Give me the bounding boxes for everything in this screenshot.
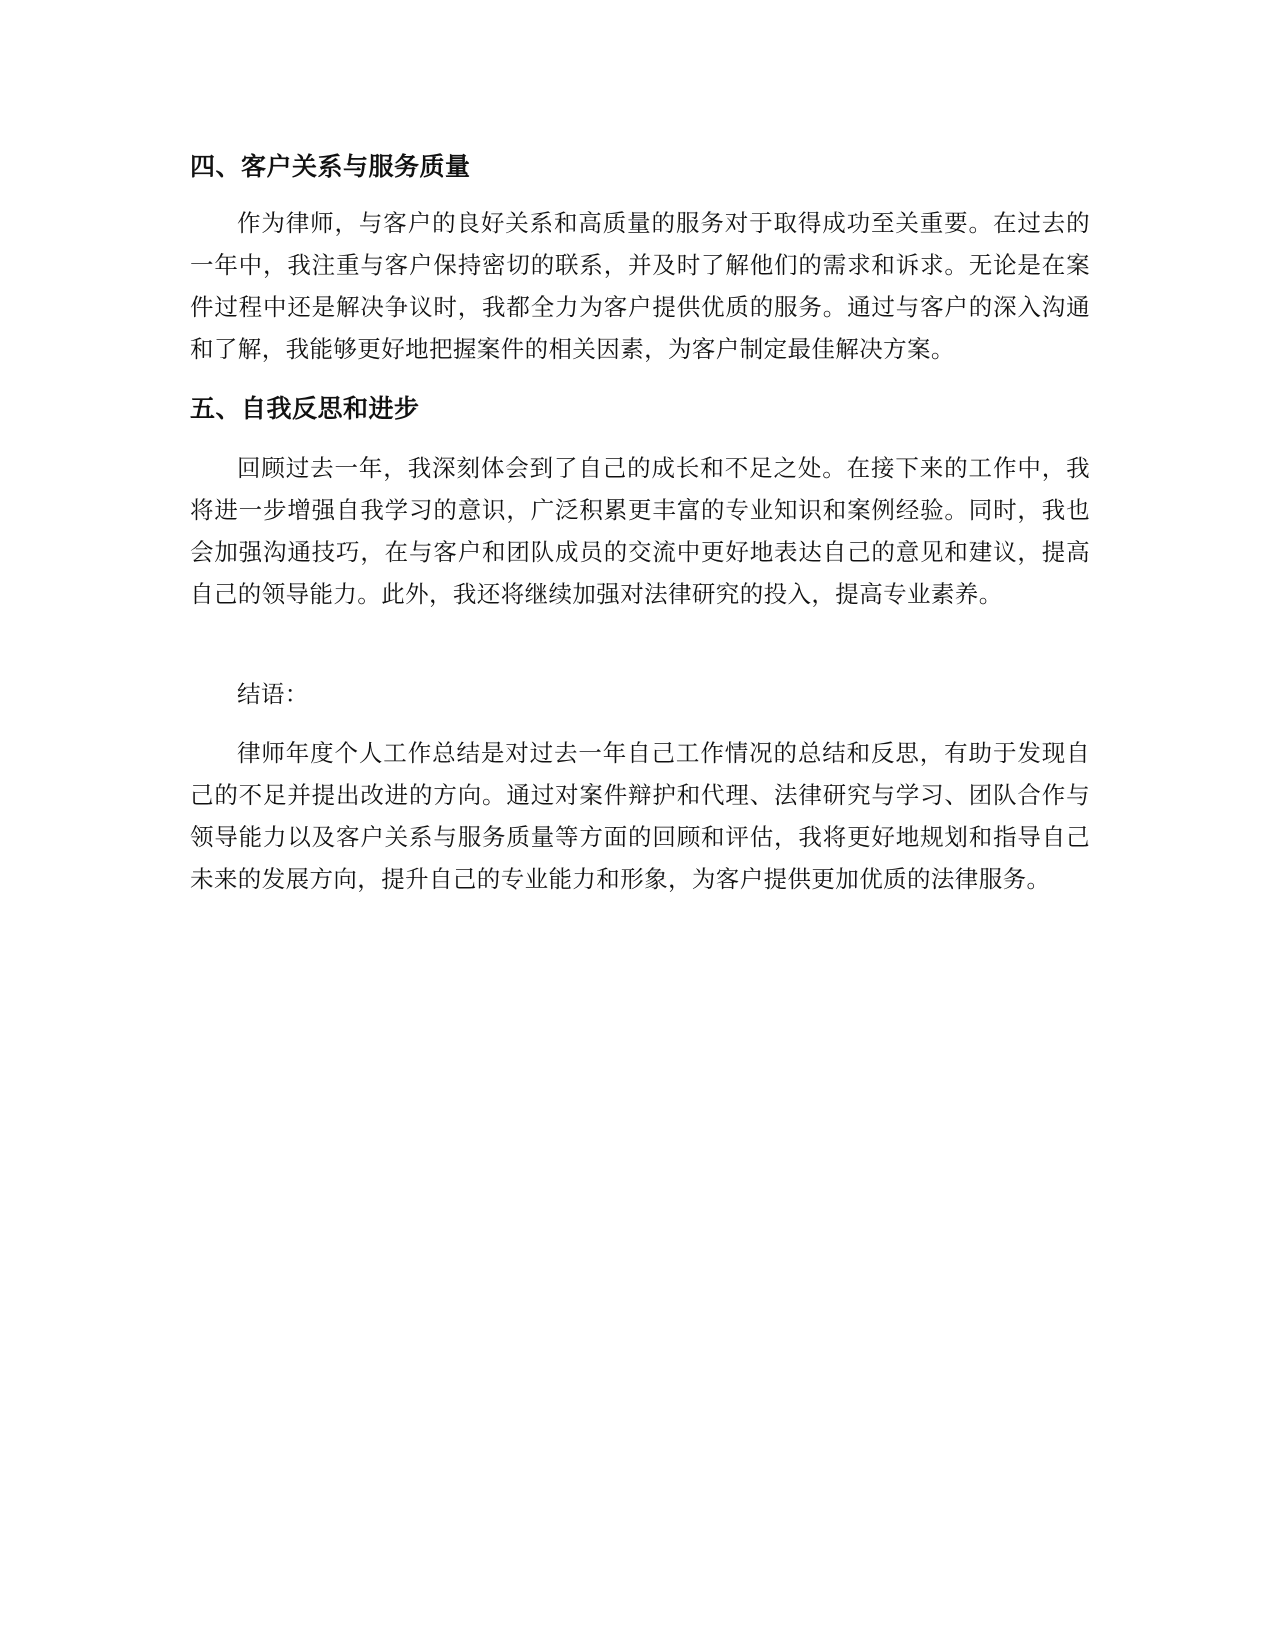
section-paragraph-client-relations: 作为律师，与客户的良好关系和高质量的服务对于取得成功至关重要。在过去的一年中，我注重与客户保持密切的联系，并及时了解他们的需求和诉求。无论是在案件过程中还是解决争议时，我都全力为客户提供优质的服务。通过与客户的深入沟通和了解，我能够更好地把握案件的相关因素，为客户制定最佳解决方案。	[190, 209, 1090, 363]
conclusion-paragraph: 律师年度个人工作总结是对过去一年自己工作情况的总结和反思，有助于发现自己的不足并提出改进的方向。通过对案件辩护和代理、法律研究与学习、团队合作与领导能力以及客户关系与服务质量等方面的回顾和评估，我将更好地规划和指导自己未来的发展方向，提升自己的专业能力和形象，为客户提供更加优质的法律服务。	[190, 739, 1090, 893]
section-heading-self-reflection: 五、自我反思和进步	[190, 394, 420, 423]
section-heading-client-relations: 四、客户关系与服务质量	[190, 152, 471, 181]
conclusion-label: 结语：	[237, 680, 309, 708]
section-paragraph-self-reflection: 回顾过去一年，我深刻体会到了自己的成长和不足之处。在接下来的工作中，我将进一步增强自我学习的意识，广泛积累更丰富的专业知识和案例经验。同时，我也会加强沟通技巧，在与客户和团队成员的交流中更好地表达自己的意见和建议，提高自己的领导能力。此外，我还将继续加强对法律研究的投入，提高专业素养。	[190, 454, 1090, 608]
